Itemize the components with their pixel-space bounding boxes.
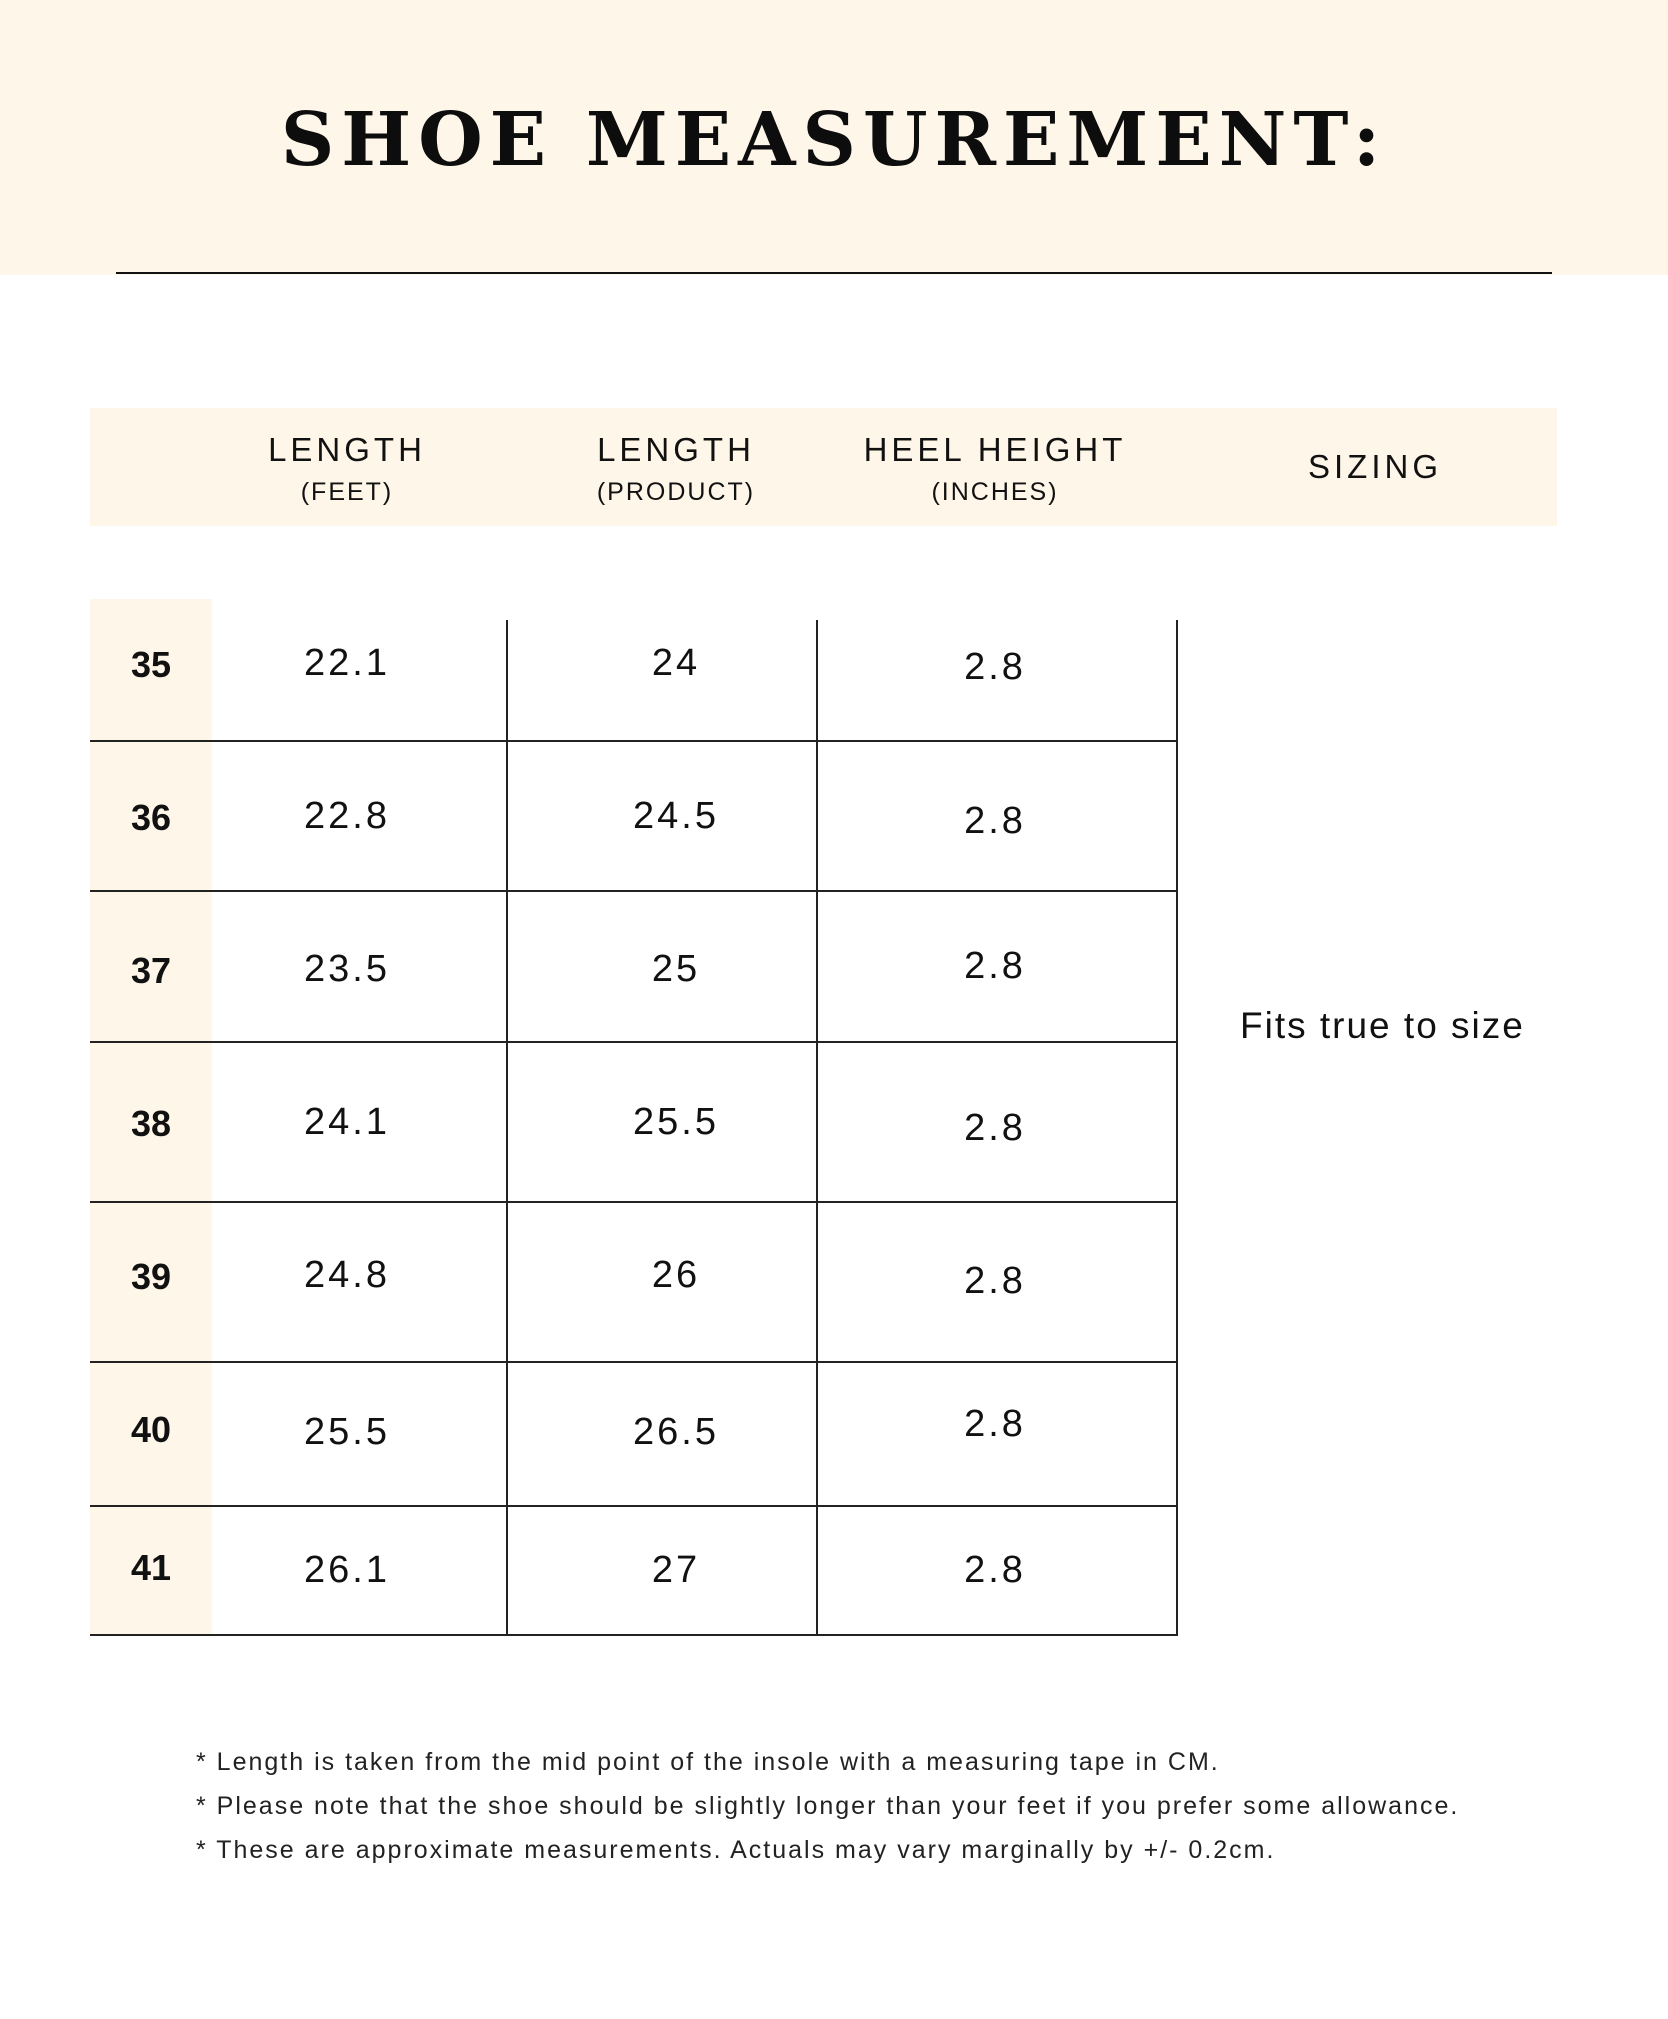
column-header-unit: (PRODUCT)	[596, 478, 756, 506]
cell-length-feet: 26.1	[304, 1549, 390, 1591]
grid-vline	[1176, 620, 1178, 1636]
title-divider	[116, 272, 1552, 274]
grid-vline	[816, 620, 818, 1636]
grid-hline	[90, 890, 1178, 892]
size-label: 41	[130, 1547, 172, 1588]
cell-length-feet: 22.8	[304, 795, 390, 837]
cell-heel-height: 2.8	[964, 1107, 1026, 1149]
column-header-heel-height	[840, 430, 1150, 510]
footnote: * Please note that the shoe should be slightly longer than your feet if you prefer some allowance.	[196, 1792, 1460, 1820]
grid-hline	[90, 1361, 1178, 1363]
size-label: 38	[130, 1103, 172, 1144]
cell-heel-height: 2.8	[964, 800, 1026, 842]
cell-heel-height: 2.8	[964, 945, 1026, 987]
grid-hline	[90, 1634, 1178, 1636]
column-header-sizing	[1250, 447, 1500, 487]
size-label: 39	[130, 1256, 172, 1297]
footnote: * Length is taken from the mid point of the insole with a measuring tape in CM.	[196, 1748, 1220, 1776]
cell-heel-height: 2.8	[964, 646, 1026, 688]
column-header-label: LENGTH	[597, 431, 755, 468]
page-title: SHOE MEASUREMENT:	[280, 97, 1388, 183]
column-header-label: HEEL HEIGHT	[863, 431, 1127, 468]
cell-length-product: 25.5	[633, 1101, 719, 1143]
grid-hline	[90, 1505, 1178, 1507]
grid-hline	[90, 740, 1178, 742]
grid-hline	[90, 1201, 1178, 1203]
column-header-length-feet	[222, 430, 472, 510]
cell-length-product: 27	[651, 1549, 701, 1591]
cell-length-product: 24.5	[633, 795, 719, 837]
footnote: * These are approximate measurements. Actuals may vary marginally by +/- 0.2cm.	[196, 1836, 1276, 1864]
column-header-length-product	[551, 430, 801, 510]
cell-heel-height: 2.8	[964, 1549, 1026, 1591]
cell-length-feet: 24.1	[304, 1101, 390, 1143]
column-header-unit: (FEET)	[300, 478, 394, 506]
cell-heel-height: 2.8	[964, 1403, 1026, 1445]
cell-length-feet: 23.5	[304, 948, 390, 990]
size-label: 35	[130, 644, 172, 685]
column-header-label: SIZING	[1307, 448, 1442, 485]
cell-length-feet: 22.1	[304, 642, 390, 684]
size-label: 37	[130, 950, 172, 991]
size-label: 40	[130, 1409, 172, 1450]
cell-length-feet: 25.5	[304, 1411, 390, 1453]
cell-length-product: 26	[651, 1254, 701, 1296]
column-header-unit: (INCHES)	[931, 478, 1059, 506]
footnotes	[196, 1740, 1616, 1872]
grid-hline	[90, 1041, 1178, 1043]
cell-length-product: 24	[651, 642, 701, 684]
column-header-label: LENGTH	[268, 431, 426, 468]
sizing-note: Fits true to size	[1240, 1005, 1525, 1046]
grid-vline	[506, 620, 508, 1636]
cell-heel-height: 2.8	[964, 1260, 1026, 1302]
cell-length-product: 26.5	[633, 1411, 719, 1453]
cell-length-product: 25	[651, 948, 701, 990]
cell-length-feet: 24.8	[304, 1254, 390, 1296]
size-label: 36	[130, 797, 172, 838]
